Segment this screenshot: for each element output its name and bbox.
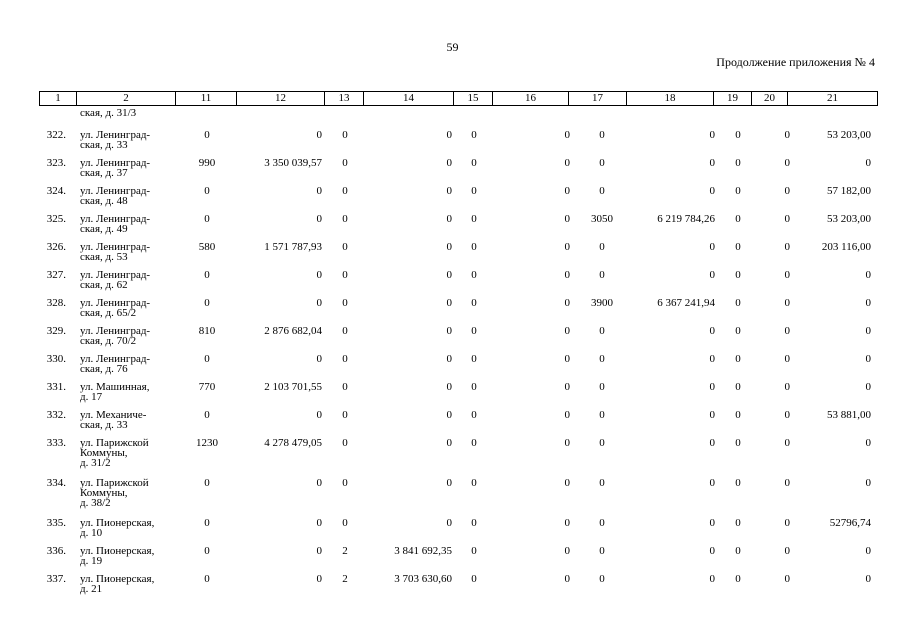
cell-num: 322. bbox=[46, 129, 66, 141]
cell-c12: 4 278 479,05 bbox=[264, 437, 322, 449]
cell-c13: 0 bbox=[342, 213, 348, 225]
address-line: ул. Ленинград- bbox=[80, 157, 151, 169]
address-cell bbox=[80, 326, 180, 346]
cell-c19: 0 bbox=[735, 573, 741, 585]
cell-num: 323. bbox=[46, 157, 66, 169]
cell-num: 333. bbox=[46, 437, 66, 449]
address-cell bbox=[80, 574, 180, 594]
cell-c11: 0 bbox=[204, 353, 210, 365]
cell-c18: 0 bbox=[709, 325, 715, 337]
cell-c12: 3 350 039,57 bbox=[264, 157, 322, 169]
cell-c14: 0 bbox=[446, 437, 452, 449]
cell-c17: 0 bbox=[599, 129, 605, 141]
address-line: ул. Ленинград- bbox=[80, 325, 151, 337]
cell-c21: 0 bbox=[865, 381, 871, 393]
address-line: д. 31/2 bbox=[80, 457, 111, 469]
cell-c18: 0 bbox=[709, 269, 715, 281]
cell-c12: 0 bbox=[316, 573, 322, 585]
cell-c13: 0 bbox=[342, 129, 348, 141]
cell-c17: 3050 bbox=[591, 213, 613, 225]
cell-c18: 0 bbox=[709, 437, 715, 449]
address-cell bbox=[80, 546, 180, 566]
cell-c18: 0 bbox=[709, 573, 715, 585]
cell-c12: 2 103 701,55 bbox=[264, 381, 322, 393]
cell-c21: 53 881,00 bbox=[827, 409, 871, 421]
address-line: ская, д. 62 bbox=[80, 279, 128, 291]
page-number: 59 bbox=[446, 40, 459, 54]
cell-c20: 0 bbox=[784, 213, 790, 225]
cell-c14: 3 841 692,35 bbox=[394, 545, 452, 557]
cell-c21: 57 182,00 bbox=[827, 185, 871, 197]
address-line: ул. Ленинград- bbox=[80, 297, 151, 309]
cell-c12: 0 bbox=[316, 545, 322, 557]
cell-c20: 0 bbox=[784, 185, 790, 197]
cell-c11: 0 bbox=[204, 297, 210, 309]
address-line: ская, д. 76 bbox=[80, 363, 128, 375]
address-line: д. 19 bbox=[80, 555, 103, 567]
address-line: ул. Пионерская, bbox=[80, 517, 155, 529]
cell-c21: 0 bbox=[865, 573, 871, 585]
address-line: ул. Ленинград- bbox=[80, 353, 151, 365]
cell-num: 336. bbox=[46, 545, 66, 557]
cell-c11: 0 bbox=[204, 517, 210, 529]
cell-c17: 0 bbox=[599, 381, 605, 393]
address-line: ская, д. 70/2 bbox=[80, 335, 137, 347]
cell-c21: 53 203,00 bbox=[827, 129, 871, 141]
cell-c11: 810 bbox=[198, 325, 216, 337]
cell-c15: 0 bbox=[471, 381, 477, 393]
cell-c14: 0 bbox=[446, 381, 452, 393]
cell-c19: 0 bbox=[735, 269, 741, 281]
cell-c17: 0 bbox=[599, 269, 605, 281]
cell-c15: 0 bbox=[471, 545, 477, 557]
cell-c12: 0 bbox=[316, 477, 322, 489]
cell-c11: 0 bbox=[204, 129, 210, 141]
cell-c11: 990 bbox=[198, 157, 216, 169]
cell-c20: 0 bbox=[784, 269, 790, 281]
cell-c15: 0 bbox=[471, 353, 477, 365]
col-header: 2 bbox=[77, 92, 176, 106]
cell-c19: 0 bbox=[735, 477, 741, 489]
cell-c17: 3900 bbox=[591, 297, 613, 309]
cell-c14: 3 703 630,60 bbox=[394, 573, 452, 585]
col-header: 20 bbox=[752, 92, 788, 106]
address-line: ская, д. 53 bbox=[80, 251, 128, 263]
cell-c20: 0 bbox=[784, 241, 790, 253]
cell-c15: 0 bbox=[471, 185, 477, 197]
cell-c13: 0 bbox=[342, 353, 348, 365]
cell-c19: 0 bbox=[735, 241, 741, 253]
cell-c18: 6 367 241,94 bbox=[657, 297, 715, 309]
cell-c18: 0 bbox=[709, 353, 715, 365]
cell-c17: 0 bbox=[599, 573, 605, 585]
cell-c13: 0 bbox=[342, 325, 348, 337]
col-header: 19 bbox=[714, 92, 752, 106]
address-cell bbox=[80, 478, 180, 508]
address-line: ул. Парижской bbox=[80, 437, 149, 449]
col-header: 17 bbox=[569, 92, 627, 106]
cell-c21: 0 bbox=[865, 353, 871, 365]
cell-c16: 0 bbox=[564, 381, 570, 393]
col-header: 12 bbox=[237, 92, 325, 106]
cell-c15: 0 bbox=[471, 297, 477, 309]
cell-c14: 0 bbox=[446, 297, 452, 309]
address-cell bbox=[80, 410, 180, 430]
cell-c17: 0 bbox=[599, 241, 605, 253]
address-line: ул. Машинная, bbox=[80, 381, 150, 393]
cell-c14: 0 bbox=[446, 185, 452, 197]
address-line: ская, д. 33 bbox=[80, 139, 128, 151]
address-line: ская, д. 65/2 bbox=[80, 307, 137, 319]
cell-c12: 0 bbox=[316, 129, 322, 141]
address-cell bbox=[80, 298, 180, 318]
cell-c16: 0 bbox=[564, 241, 570, 253]
cell-c19: 0 bbox=[735, 213, 741, 225]
cell-c12: 0 bbox=[316, 213, 322, 225]
address-cell bbox=[80, 518, 180, 538]
cell-num: 337. bbox=[46, 573, 66, 585]
col-header: 16 bbox=[493, 92, 569, 106]
cell-num: 327. bbox=[46, 269, 66, 281]
cell-c20: 0 bbox=[784, 157, 790, 169]
cell-c19: 0 bbox=[735, 353, 741, 365]
cell-c12: 0 bbox=[316, 353, 322, 365]
cell-num: 325. bbox=[46, 213, 66, 225]
cell-c12: 0 bbox=[316, 185, 322, 197]
cell-c17: 0 bbox=[599, 325, 605, 337]
cell-c16: 0 bbox=[564, 409, 570, 421]
cell-c14: 0 bbox=[446, 129, 452, 141]
cell-c15: 0 bbox=[471, 409, 477, 421]
cell-c15: 0 bbox=[471, 241, 477, 253]
address-line: ская, д. 48 bbox=[80, 195, 128, 207]
cell-c12: 0 bbox=[316, 269, 322, 281]
cell-c11: 0 bbox=[204, 213, 210, 225]
cell-c13: 0 bbox=[342, 517, 348, 529]
cell-c16: 0 bbox=[564, 545, 570, 557]
col-header: 18 bbox=[627, 92, 714, 106]
cell-c12: 2 876 682,04 bbox=[264, 325, 322, 337]
cell-c16: 0 bbox=[564, 437, 570, 449]
address-cell bbox=[80, 158, 180, 178]
address-cell bbox=[80, 270, 180, 290]
cell-c13: 0 bbox=[342, 297, 348, 309]
address-cell bbox=[80, 354, 180, 374]
address-line: ул. Ленинград- bbox=[80, 185, 151, 197]
cell-c13: 0 bbox=[342, 381, 348, 393]
cell-c16: 0 bbox=[564, 353, 570, 365]
cell-num: 328. bbox=[46, 297, 66, 309]
cell-c11: 0 bbox=[204, 477, 210, 489]
cell-c13: 2 bbox=[342, 545, 348, 557]
cell-c13: 0 bbox=[342, 409, 348, 421]
address-cell bbox=[80, 130, 180, 150]
cell-c16: 0 bbox=[564, 517, 570, 529]
cell-c14: 0 bbox=[446, 477, 452, 489]
cell-c18: 6 219 784,26 bbox=[657, 213, 715, 225]
address-line: Коммуны, bbox=[80, 447, 128, 459]
continuation-caption: Продолжение приложения № 4 bbox=[716, 55, 875, 69]
cell-c20: 0 bbox=[784, 545, 790, 557]
cell-c19: 0 bbox=[735, 545, 741, 557]
cell-c20: 0 bbox=[784, 409, 790, 421]
cell-c21: 0 bbox=[865, 269, 871, 281]
cell-c19: 0 bbox=[735, 157, 741, 169]
cell-c19: 0 bbox=[735, 297, 741, 309]
col-header: 21 bbox=[788, 92, 878, 106]
col-header: 11 bbox=[176, 92, 237, 106]
cell-c18: 0 bbox=[709, 545, 715, 557]
cell-c20: 0 bbox=[784, 325, 790, 337]
carry-over-address: ская, д. 31/3 bbox=[80, 107, 137, 119]
cell-c20: 0 bbox=[784, 297, 790, 309]
cell-c16: 0 bbox=[564, 297, 570, 309]
cell-c21: 0 bbox=[865, 545, 871, 557]
cell-c13: 0 bbox=[342, 241, 348, 253]
cell-c11: 770 bbox=[198, 381, 216, 393]
cell-c16: 0 bbox=[564, 185, 570, 197]
cell-c17: 0 bbox=[599, 185, 605, 197]
cell-c20: 0 bbox=[784, 573, 790, 585]
cell-c14: 0 bbox=[446, 241, 452, 253]
address-line: ул. Ленинград- bbox=[80, 241, 151, 253]
cell-num: 329. bbox=[46, 325, 66, 337]
column-header-table bbox=[39, 91, 878, 106]
cell-c17: 0 bbox=[599, 477, 605, 489]
cell-c13: 0 bbox=[342, 477, 348, 489]
cell-c11: 0 bbox=[204, 573, 210, 585]
cell-c20: 0 bbox=[784, 129, 790, 141]
cell-c16: 0 bbox=[564, 213, 570, 225]
cell-c20: 0 bbox=[784, 517, 790, 529]
cell-num: 330. bbox=[46, 353, 66, 365]
address-cell bbox=[80, 186, 180, 206]
col-header: 14 bbox=[364, 92, 454, 106]
cell-c13: 0 bbox=[342, 437, 348, 449]
cell-c20: 0 bbox=[784, 353, 790, 365]
cell-c21: 0 bbox=[865, 437, 871, 449]
cell-c16: 0 bbox=[564, 269, 570, 281]
cell-c19: 0 bbox=[735, 185, 741, 197]
cell-c19: 0 bbox=[735, 381, 741, 393]
cell-c15: 0 bbox=[471, 573, 477, 585]
address-line: ул. Ленинград- bbox=[80, 269, 151, 281]
cell-num: 335. bbox=[46, 517, 66, 529]
address-line: ская, д. 49 bbox=[80, 223, 128, 235]
cell-num: 326. bbox=[46, 241, 66, 253]
address-line: д. 38/2 bbox=[80, 497, 111, 509]
address-line: ул. Механиче- bbox=[80, 409, 147, 421]
cell-c14: 0 bbox=[446, 353, 452, 365]
cell-c13: 0 bbox=[342, 157, 348, 169]
address-line: Коммуны, bbox=[80, 487, 128, 499]
cell-c15: 0 bbox=[471, 129, 477, 141]
cell-num: 332. bbox=[46, 409, 66, 421]
cell-c15: 0 bbox=[471, 269, 477, 281]
col-header: 15 bbox=[454, 92, 493, 106]
cell-c18: 0 bbox=[709, 517, 715, 529]
cell-c15: 0 bbox=[471, 437, 477, 449]
cell-c20: 0 bbox=[784, 381, 790, 393]
cell-c19: 0 bbox=[735, 437, 741, 449]
cell-c20: 0 bbox=[784, 477, 790, 489]
cell-c19: 0 bbox=[735, 409, 741, 421]
cell-c11: 0 bbox=[204, 545, 210, 557]
cell-c21: 0 bbox=[865, 325, 871, 337]
cell-c17: 0 bbox=[599, 517, 605, 529]
cell-c17: 0 bbox=[599, 545, 605, 557]
address-cell bbox=[80, 214, 180, 234]
cell-c11: 0 bbox=[204, 409, 210, 421]
cell-c12: 0 bbox=[316, 409, 322, 421]
address-line: ул. Парижской bbox=[80, 477, 149, 489]
address-line: ул. Пионерская, bbox=[80, 545, 155, 557]
cell-c14: 0 bbox=[446, 157, 452, 169]
cell-c18: 0 bbox=[709, 241, 715, 253]
col-header: 1 bbox=[40, 92, 77, 106]
cell-c21: 203 116,00 bbox=[821, 241, 871, 253]
cell-c11: 1230 bbox=[196, 437, 218, 449]
cell-c17: 0 bbox=[599, 157, 605, 169]
cell-c17: 0 bbox=[599, 437, 605, 449]
cell-c21: 52796,74 bbox=[829, 517, 871, 529]
address-line: д. 10 bbox=[80, 527, 103, 539]
cell-c16: 0 bbox=[564, 325, 570, 337]
cell-c14: 0 bbox=[446, 409, 452, 421]
cell-c18: 0 bbox=[709, 409, 715, 421]
address-line: д. 21 bbox=[80, 583, 103, 595]
cell-c14: 0 bbox=[446, 325, 452, 337]
cell-c18: 0 bbox=[709, 157, 715, 169]
cell-c19: 0 bbox=[735, 129, 741, 141]
cell-c14: 0 bbox=[446, 269, 452, 281]
col-header: 13 bbox=[325, 92, 364, 106]
cell-c13: 0 bbox=[342, 185, 348, 197]
cell-c21: 0 bbox=[865, 477, 871, 489]
cell-c18: 0 bbox=[709, 185, 715, 197]
cell-c11: 580 bbox=[198, 241, 216, 253]
cell-c18: 0 bbox=[709, 381, 715, 393]
cell-c16: 0 bbox=[564, 477, 570, 489]
cell-c14: 0 bbox=[446, 517, 452, 529]
address-line: ул. Пионерская, bbox=[80, 573, 155, 585]
cell-c14: 0 bbox=[446, 213, 452, 225]
cell-c17: 0 bbox=[599, 353, 605, 365]
cell-c16: 0 bbox=[564, 573, 570, 585]
cell-c18: 0 bbox=[709, 129, 715, 141]
address-cell bbox=[80, 382, 180, 402]
cell-c11: 0 bbox=[204, 269, 210, 281]
address-line: ул. Ленинград- bbox=[80, 213, 151, 225]
address-cell bbox=[80, 242, 180, 262]
address-line: ул. Ленинград- bbox=[80, 129, 151, 141]
address-line: ская, д. 33 bbox=[80, 419, 128, 431]
cell-c19: 0 bbox=[735, 517, 741, 529]
cell-c12: 1 571 787,93 bbox=[264, 241, 322, 253]
address-line: ская, д. 37 bbox=[80, 167, 128, 179]
cell-num: 324. bbox=[46, 185, 66, 197]
cell-c21: 53 203,00 bbox=[827, 213, 871, 225]
cell-c20: 0 bbox=[784, 437, 790, 449]
cell-c15: 0 bbox=[471, 477, 477, 489]
cell-c12: 0 bbox=[316, 297, 322, 309]
address-line: д. 17 bbox=[80, 391, 103, 403]
cell-c12: 0 bbox=[316, 517, 322, 529]
cell-num: 334. bbox=[46, 477, 66, 489]
cell-c17: 0 bbox=[599, 409, 605, 421]
cell-c21: 0 bbox=[865, 297, 871, 309]
cell-c21: 0 bbox=[865, 157, 871, 169]
cell-c19: 0 bbox=[735, 325, 741, 337]
address-cell bbox=[80, 438, 180, 468]
cell-c11: 0 bbox=[204, 185, 210, 197]
cell-c18: 0 bbox=[709, 477, 715, 489]
cell-c15: 0 bbox=[471, 517, 477, 529]
cell-c13: 2 bbox=[342, 573, 348, 585]
cell-num: 331. bbox=[46, 381, 66, 393]
cell-c16: 0 bbox=[564, 157, 570, 169]
cell-c13: 0 bbox=[342, 269, 348, 281]
cell-c15: 0 bbox=[471, 157, 477, 169]
cell-c16: 0 bbox=[564, 129, 570, 141]
cell-c15: 0 bbox=[471, 213, 477, 225]
cell-c15: 0 bbox=[471, 325, 477, 337]
